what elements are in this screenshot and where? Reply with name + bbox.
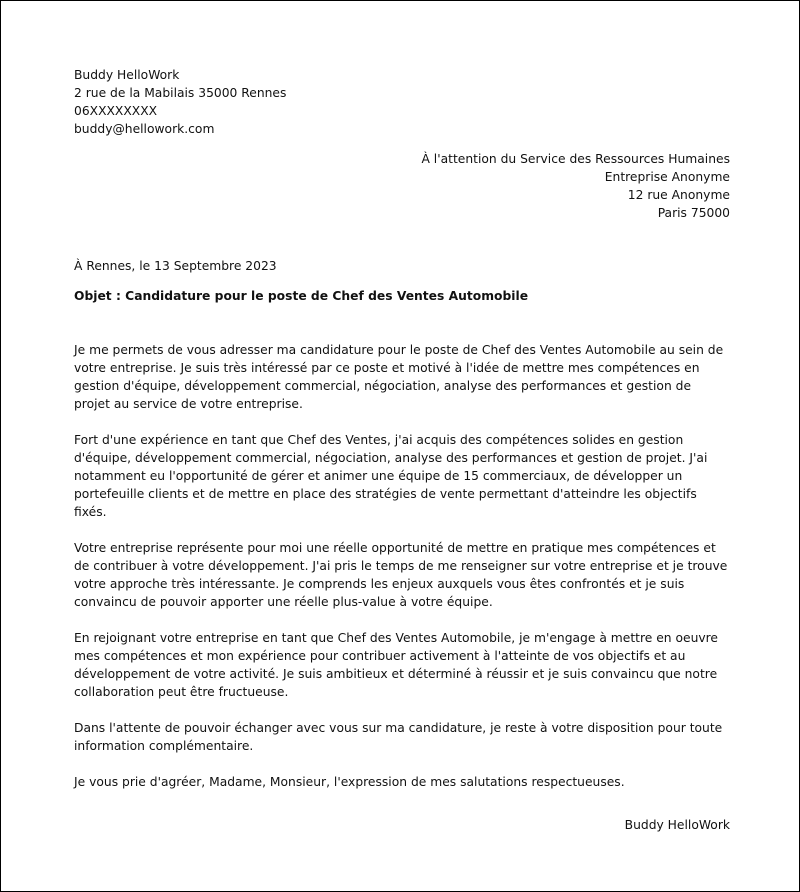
body-paragraph: Je me permets de vous adresser ma candidature pour le poste de Chef des Ventes Automobile au sein de votre entreprise. Je suis très intéressé par ce poste et motivé à l'idée de mettre mes compétences en gestion d'équipe, développement commercial, négociation, analyse des performances et gestion de projet au service de votre entreprise. — [74, 343, 724, 411]
sender-phone: 06XXXXXXXX — [74, 104, 158, 118]
sender-address: 2 rue de la Mabilais 35000 Rennes — [74, 86, 287, 100]
body-paragraph: Votre entreprise représente pour moi une réelle opportunité de mettre en pratique mes compétences et de contribuer à votre développement. J'ai pris le temps de me renseigner sur votre entreprise et je trouve votre approche très intéressante. Je comprends les enjeux auxquels vous êtes confrontés et je suis convaincu de pouvoir apporter une réelle plus-value à votre équipe. — [74, 541, 728, 609]
body-paragraph: Fort d'une expérience en tant que Chef des Ventes, j'ai acquis des compétences solides en gestion d'équipe, développement commercial, négociation, analyse des performances et gestion de projet. J'ai notamment eu l'opportunité de gérer et animer une équipe de 15 commerciaux, de développer un portefeuille clients et de mettre en place des stratégies de vente permettant d'atteindre les objectifs fixés. — [74, 433, 708, 519]
date-line: À Rennes, le 13 Septembre 2023 — [74, 259, 277, 273]
recipient-company: Entreprise Anonyme — [604, 170, 730, 184]
recipient-city: Paris 75000 — [657, 206, 730, 220]
body-paragraph: Dans l'attente de pouvoir échanger avec vous sur ma candidature, je reste à votre disposition pour toute information complémentaire. — [74, 721, 723, 753]
letter-body — [74, 341, 730, 791]
recipient-attention: À l'attention du Service des Ressources Humaines — [421, 152, 730, 166]
subject-line: Objet : Candidature pour le poste de Chef des Ventes Automobile — [74, 289, 529, 303]
sender-block — [74, 66, 730, 138]
recipient-block — [74, 150, 730, 222]
signature: Buddy HelloWork — [624, 818, 730, 832]
sender-email: buddy@hellowork.com — [74, 122, 215, 136]
closing-paragraph: Je vous prie d'agréer, Madame, Monsieur, l'expression de mes salutations respectueuses. — [74, 775, 625, 789]
sender-name: Buddy HelloWork — [74, 68, 180, 82]
body-paragraph: En rejoignant votre entreprise en tant que Chef des Ventes Automobile, je m'engage à mettre en oeuvre mes compétences et mon expérience pour contribuer activement à l'atteinte de vos objectifs et au développement de votre activité. Je suis ambitieux et déterminé à réussir et je suis convaincu que notre collaboration peut être fructueuse. — [74, 631, 718, 699]
recipient-street: 12 rue Anonyme — [627, 188, 730, 202]
letter-content — [74, 66, 730, 834]
